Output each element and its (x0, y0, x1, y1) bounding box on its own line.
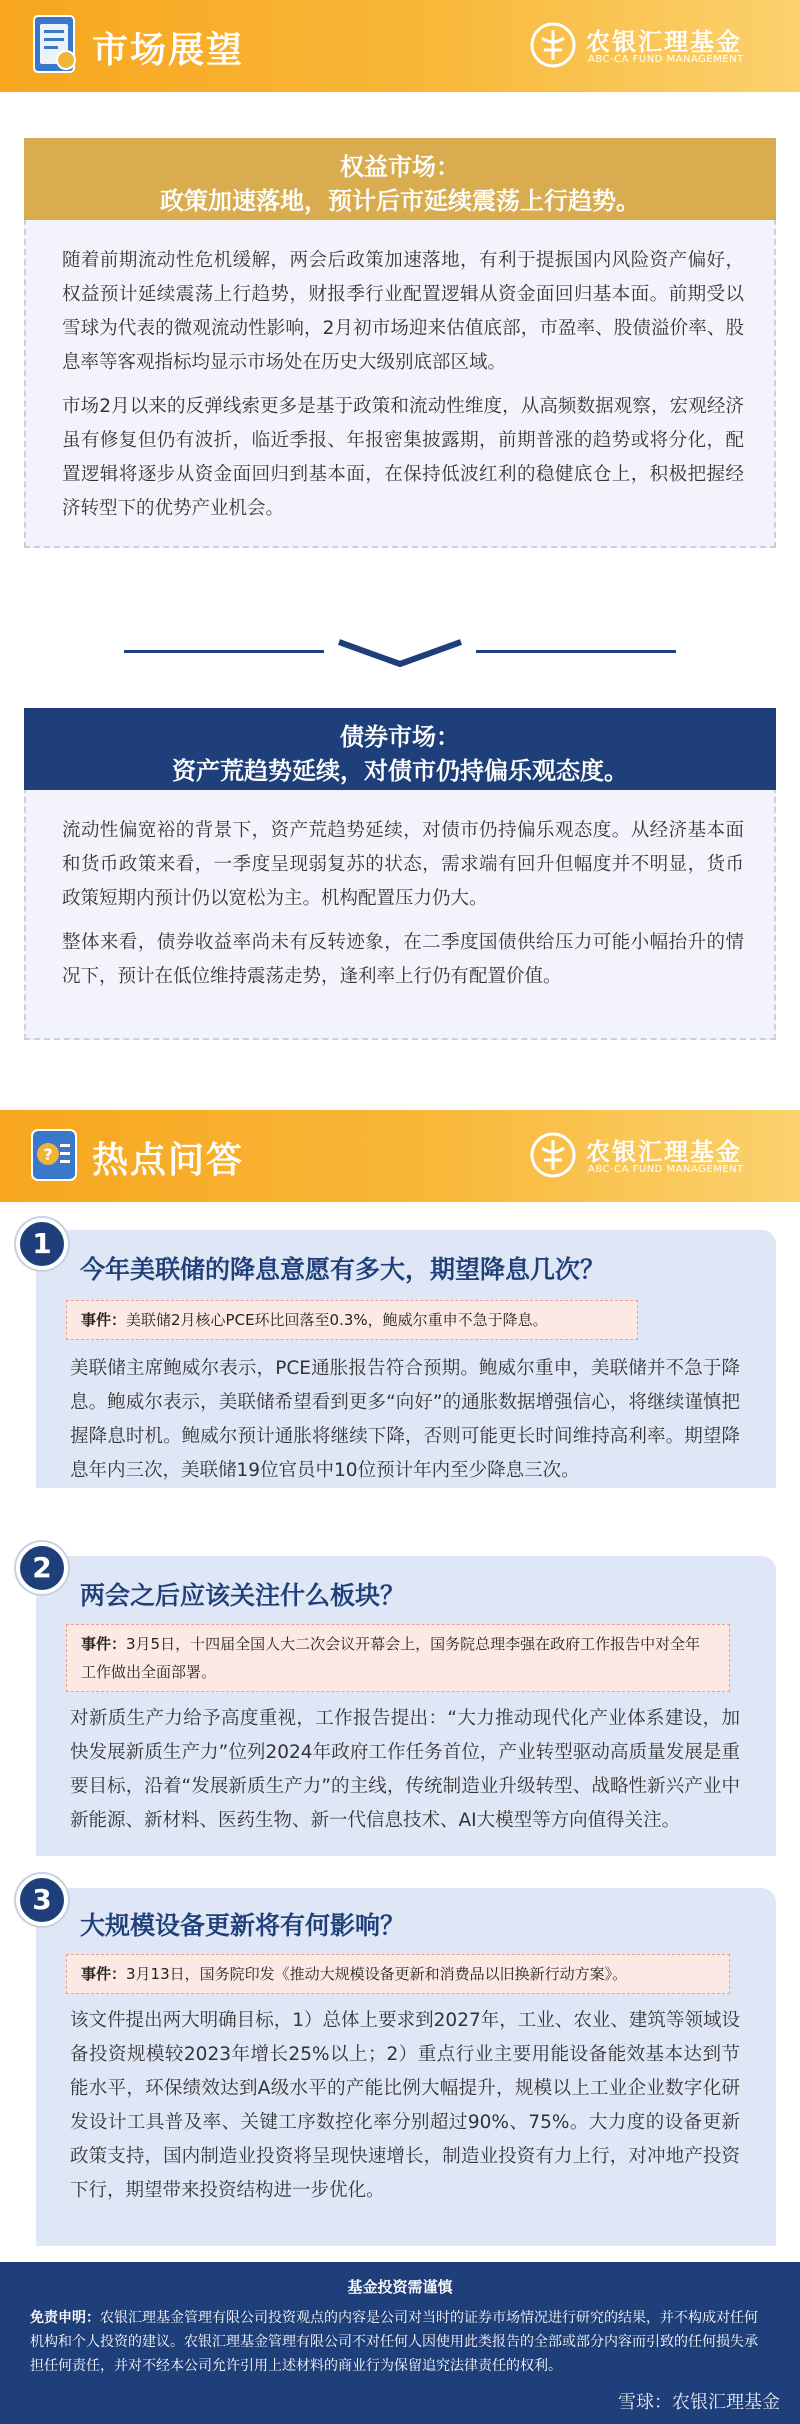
abc-ca-logo-icon (530, 1132, 576, 1178)
bond-title-line2: 资产荒趋势延续，对债市仍持偏乐观态度。 (172, 757, 628, 785)
report-icon (28, 14, 80, 76)
bond-paragraph-2: 整体来看，债券收益率尚未有反转迹象，在二季度国债供给压力可能小幅抬升的情况下，预计在低位维持震荡走势，逢利率上行仍有配置价值。 (62, 932, 744, 987)
equity-body (62, 244, 744, 536)
qa-question: 两会之后应该关注什么板块？ (80, 1581, 406, 1610)
qa-question: 今年美联储的降息意愿有多大，期望降息几次？ (80, 1255, 606, 1284)
event-box (66, 1300, 638, 1340)
equity-paragraph-1: 随着前期流动性危机缓解，两会后政策加速落地，有利于提振国内风险资产偏好，权益预计延续震荡上行趋势，财报季行业配置逻辑从资金面回归基本面。前期受以雪球为代表的微观流动性影响，2月初市场迎来估值底部，市盈率、股债溢价率、股息率等客观指标均显示市场处在历史大级别底部区域。 (62, 250, 744, 373)
svg-text:?: ? (43, 1145, 53, 1164)
bond-body (62, 814, 744, 1004)
qa-answer: 美联储主席鲍威尔表示，PCE通胀报告符合预期。鲍威尔重申，美联储并不急于降息。鲍威尔表示，美联储希望看到更多“向好”的通胀数据增强信心，将继续谨慎把握降息时机。鲍威尔预计通胀将继续下降，否则可能更长时间维持高利率。期望降息年内三次，美联储19位官员中10位预计年内至少降息三次。 (70, 1358, 740, 1481)
bond-market-card (24, 708, 776, 1040)
disclaimer-footer (0, 2262, 800, 2424)
question-mark-icon (28, 1124, 80, 1186)
event-text: 3月5日，十四届全国人大二次会议开幕会上，国务院总理李强在政府工作报告中对全年工作做出全面部署。 (81, 1635, 701, 1681)
bond-title-line1: 债券市场： (340, 723, 460, 751)
hot-qa-header (0, 1110, 800, 1202)
brand-logo (530, 18, 770, 74)
disclaimer-text (30, 2306, 770, 2378)
brand-subtitle: ABC-CA FUND MANAGEMENT (588, 54, 744, 65)
event-text: 美联储2月核心PCE环比回落至0.3%，鲍威尔重申不急于降息。 (126, 1311, 548, 1329)
event-label: 事件： (81, 1965, 127, 1983)
equity-paragraph-2: 市场2月以来的反弹线索更多是基于政策和流动性维度，从高频数据观察，宏观经济虽有修复但仍有波折，临近季报、年报密集披露期，前期普涨的趋势或将分化，配置逻辑将逐步从资金面回归到基本面，在保持低波红利的稳健底仓上，积极把握经济转型下的优势产业机会。 (62, 396, 744, 519)
qa-number-badge: 3 (16, 1874, 68, 1926)
disclaimer-label: 免责申明： (30, 2310, 100, 2326)
section-title: 市场展望 (92, 30, 245, 71)
event-label: 事件： (81, 1635, 127, 1653)
abc-ca-logo-icon (530, 22, 576, 68)
event-box (66, 1624, 730, 1692)
event-box (66, 1954, 730, 1994)
section-title: 热点问答 (92, 1140, 245, 1181)
chevron-down-icon (335, 636, 465, 670)
brand-name: 农银汇理基金 (586, 1137, 742, 1166)
xueqiu-watermark: 雪球：农银汇理基金 (618, 2392, 780, 2413)
event-label: 事件： (81, 1311, 127, 1329)
equity-market-card (24, 138, 776, 548)
disclaimer-body: 农银汇理基金管理有限公司投资观点的内容是公司对当时的证券市场情况进行研究的结果，并不构成对任何机构和个人投资的建议。农银汇理基金管理有限公司不对任何人因使用此类报告的全部或部分内容而引致的任何损失承担任何责任，并对不经本公司允许引用上述材料的商业行为保留追究法律责任的权利。 (30, 2310, 758, 2374)
bond-title (26, 710, 774, 792)
equity-title-line1: 权益市场： (340, 153, 460, 181)
qa-question: 大规模设备更新将有何影响？ (80, 1911, 406, 1940)
event-text: 3月13日，国务院印发《推动大规模设备更新和消费品以旧换新行动方案》。 (126, 1965, 628, 1983)
equity-title-line2: 政策加速落地，预计后市延续震荡上行趋势。 (160, 187, 640, 215)
qa-number-badge: 2 (16, 1542, 68, 1594)
qa-answer: 对新质生产力给予高度重视，工作报告提出：“大力推动现代化产业体系建设，加快发展新质生产力”位列2024年政府工作任务首位，产业转型驱动高质量发展是重要目标，沿着“发展新质生产力”的主线，传统制造业升级转型、战略性新兴产业中新能源、新材料、医药生物、新一代信息技术、AI大模型等方向值得关注。 (70, 1708, 740, 1831)
brand-subtitle: ABC-CA FUND MANAGEMENT (588, 1164, 744, 1175)
footer-title: 基金投资需谨慎 (347, 2278, 453, 2296)
brand-logo (530, 1128, 770, 1184)
equity-title (26, 140, 774, 222)
brand-name: 农银汇理基金 (586, 27, 742, 56)
bond-paragraph-1: 流动性偏宽裕的背景下，资产荒趋势延续，对债市仍持偏乐观态度。从经济基本面和货币政策来看，一季度呈现弱复苏的状态，需求端有回升但幅度并不明显，货币政策短期内预计仍以宽松为主。机构配置压力仍大。 (62, 820, 744, 909)
qa-number-badge: 1 (16, 1218, 68, 1270)
market-outlook-header (0, 0, 800, 92)
qa-answer: 该文件提出两大明确目标，1）总体上要求到2027年，工业、农业、建筑等领域设备投资规模较2023年增长25%以上；2）重点行业主要用能设备能效基本达到节能水平，环保绩效达到A级水平的产能比例大幅提升，规模以上工业企业数字化研发设计工具普及率、关键工序数控化率分别超过90%、75%。大力度的设备更新政策支持，国内制造业投资将呈现快速增长，制造业投资有力上行，对冲地产投资下行，期望带来投资结构进一步优化。 (70, 2010, 740, 2201)
